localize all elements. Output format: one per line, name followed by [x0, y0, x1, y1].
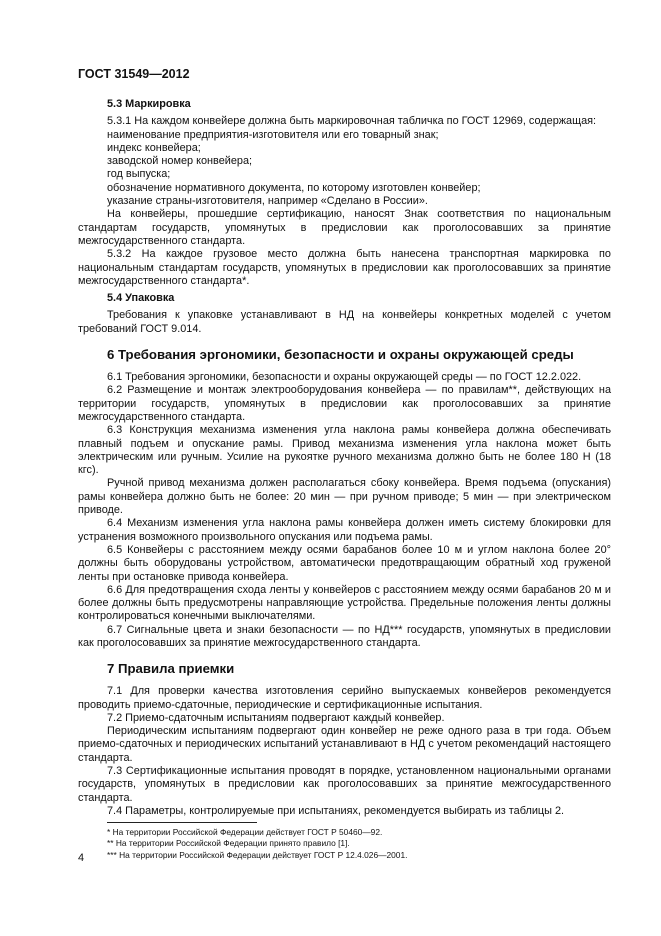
section-5-4-heading: 5.4 Упаковка	[107, 292, 175, 305]
page-number: 4	[78, 852, 85, 864]
paragraph-5-3-1: 5.3.1 На каждом конвейере должна быть маркировочная табличка по ГОСТ 12969, содержащая:	[107, 115, 597, 128]
paragraph-6-5: 6.5 Конвейеры с расстоянием между осями барабанов более 10 м и углом наклона более 20° должны быть оборудованы устройством, автоматически предотвращающим обратный ход груженой ленты при остановке привода конвейера.	[78, 543, 611, 583]
list-item: наименование предприятия-изготовителя или его товарный знак;	[107, 128, 439, 141]
paragraph-6-3: 6.3 Конструкция механизма изменения угла наклона рамы конвейера должна обеспечивать плавный подъем и опускание рамы. Привод механизма изменения угла наклона может быть электрическим или ручным. Усилие на рукоятке ручного механизма должно быть не более 180 Н (18 кгс).	[78, 424, 611, 477]
paragraph-5-4: Требования к упаковке устанавливают в НД на конвейеры конкретных моделей с учетом требований ГОСТ 9.014.	[78, 309, 611, 335]
footnote: * На территории Российской Федерации действует ГОСТ Р 50460—92.	[107, 827, 383, 838]
paragraph-7-4: 7.4 Параметры, контролируемые при испытаниях, рекомендуется выбирать из таблицы 2.	[107, 804, 565, 817]
footnote-divider	[107, 822, 257, 823]
paragraph-certification: На конвейеры, прошедшие сертификацию, наносят Знак соответствия по национальным стандартам государств, упомянутых в предисловии как проголосовавших за принятие межгосударственного стандарта.	[78, 208, 611, 247]
list-item: год выпуска;	[107, 168, 171, 181]
paragraph-7-2: 7.2 Приемо-сдаточным испытаниям подвергают каждый конвейер.	[107, 711, 445, 724]
paragraph-6-6: 6.6 Для предотвращения схода ленты у конвейеров с расстоянием между осями барабанов 20 м и более должны быть предусмотрены направляющие устройства. Предельные положения ленты должны контролироваться конечными выключателями.	[78, 583, 611, 623]
paragraph-7-1: 7.1 Для проверки качества изготовления серийно выпускаемых конвейеров рекомендуется проводить приемо-сдаточные, периодические и сертификационные испытания.	[78, 685, 611, 711]
paragraph-6-2: 6.2 Размещение и монтаж электрооборудования конвейера — по правилам**, действующих на территории государств, упомянутых в предисловии как проголосовавших за принятие межгосударственного стандарта.	[78, 384, 611, 423]
document-header: ГОСТ 31549—2012	[78, 67, 190, 81]
footnote: *** На территории Российской Федерации действует ГОСТ Р 12.4.026—2001.	[107, 849, 408, 860]
list-item: указание страны-изготовителя, например «Сделано в России».	[107, 195, 428, 208]
list-item: индекс конвейера;	[107, 141, 201, 154]
footnote: ** На территории Российской Федерации принято правило [1].	[107, 838, 350, 849]
paragraph-5-3-2: 5.3.2 На каждое грузовое место должна быть нанесена транспортная маркировка по национальным стандартам государств, упомянутых в предисловии как проголосовавших за принятие межгосударственного стандарта*.	[78, 248, 611, 287]
list-item: заводской номер конвейера;	[107, 155, 253, 168]
paragraph-6-1: 6.1 Требования эргономики, безопасности и охраны окружающей среды — по ГОСТ 12.2.022.	[107, 371, 582, 384]
paragraph-7-2-periodic: Периодическим испытаниям подвергают один конвейер не реже одного раза в три года. Объем приемо-сдаточных и периодических испытаний устанавливают в НД с учетом рекомендаций настоящего стандарта.	[78, 725, 611, 764]
list-item: обозначение нормативного документа, по которому изготовлен конвейер;	[107, 181, 481, 194]
paragraph-7-3: 7.3 Сертификационные испытания проводят в порядке, установленном национальными органами государств, упомянутых в предисловии как проголосовавших за принятие межгосударственного стандарта.	[78, 765, 611, 804]
section-7-heading: 7 Правила приемки	[107, 661, 235, 677]
section-5-3-heading: 5.3 Маркировка	[107, 98, 191, 110]
page-content	[78, 96, 611, 861]
paragraph-6-4: 6.4 Механизм изменения угла наклона рамы конвейера должен иметь систему блокировки для устранения возможного произвольного опускания или подъема рамы.	[78, 517, 611, 543]
paragraph-6-7: 6.7 Сигнальные цвета и знаки безопасности — по НД*** государств, упомянутых в предисловии как проголосовавших за принятие межгосударственного стандарта.	[78, 623, 611, 649]
section-6-heading: 6 Требования эргономики, безопасности и охраны окружающей среды	[107, 347, 574, 363]
paragraph-6-3-manual-drive: Ручной привод механизма должен располагаться сбоку конвейера. Время подъема (опускания) рамы конвейера должно быть не более: 20 мин — при ручном приводе; 5 мин — при электрическом приводе.	[78, 477, 611, 517]
